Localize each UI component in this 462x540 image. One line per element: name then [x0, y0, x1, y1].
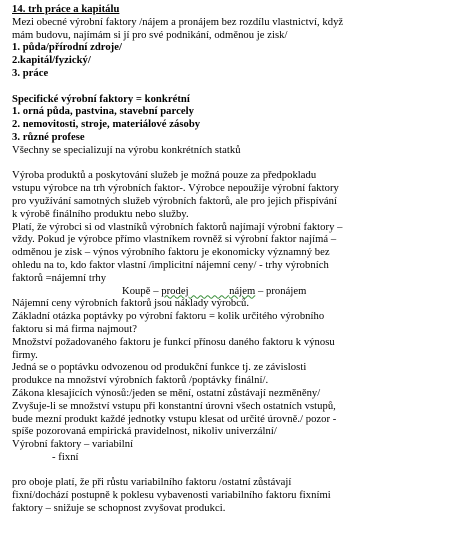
body-line: Jedná se o poptávku odvozenou od produkční funkce tj. ze závislosti [12, 362, 307, 374]
body-line: pro využívání samotných služeb výrobních faktorů, ale pro jejich přispívání [12, 195, 338, 207]
body-line: bude mezní produkt každé jednotky vstupu klesat od určité úrovně./ pozor - [12, 413, 337, 425]
pronajem-text: – pronájem [255, 285, 307, 297]
spacer [12, 158, 462, 171]
spacer [12, 465, 462, 478]
body-line: Zvyšuje-li se množství vstupu při konstantní úrovni všech ostatních vstupů, [12, 400, 336, 412]
spacer [12, 81, 462, 94]
body-line: Základní otázka poptávky po výrobní faktoru = kolik určitého výrobního [12, 311, 325, 323]
body-line: produkce na množství výrobních faktorů /poptávky finální/. [12, 375, 269, 387]
body-line: k výrobě finálního produktu nebo služby. [12, 208, 189, 220]
koupe-text: Koupě – [122, 285, 162, 297]
body-line: faktorů =nájemní trhy [12, 272, 107, 284]
body-line: firmy. [12, 349, 38, 361]
body-line: spíše pozorovaná empirická pravidelnost, nikoliv univerzální/ [12, 426, 277, 438]
specific-heading: Specifické výrobní faktory = konkrétní [12, 93, 190, 105]
final-line: fixní/dochází postupně k poklesu vybavenosti variabilního faktoru fixními [12, 490, 331, 502]
body-line: Platí, že výrobci si od vlastníků výrobních faktorů najímají výrobní faktory – [12, 221, 343, 233]
specific-factor-item: 3. různé profese [12, 131, 85, 143]
body-line: Výrobní faktory – variabilní [12, 439, 134, 451]
gap-text [189, 286, 229, 297]
general-factor-item: 1. půda/přírodní zdroje/ [12, 42, 123, 54]
intro-line: Mezi obecné výrobní faktory /nájem a pronájem bez rozdílu vlastnictví, když [12, 16, 344, 28]
final-line: faktory – snižuje se schopnost zvyšovat produkci. [12, 503, 226, 515]
general-factor-item: 3. práce [12, 67, 49, 79]
body-line: vždy. Pokud je výrobce přímo vlastníkem rovněž si výrobní faktor najímá – [12, 234, 337, 246]
koupe-line [12, 286, 462, 299]
body-line: Zákona klesajících výnosů:/jeden se mění, ostatní zůstávají nezměněny/ [12, 387, 321, 399]
intro-line: mám budovu, najímám si jí pro své podnikání, odměnou je zisk/ [12, 29, 288, 41]
body-line: Nájemní ceny výrobních faktorů jsou náklady výrobců. [12, 298, 250, 310]
document-title: 14. trh práce a kapitálu [12, 4, 120, 15]
prodej-text: prodej [161, 285, 189, 297]
body-line: odměnou je zisk – výnos výrobního faktoru je ekonomicky významný bez [12, 247, 330, 259]
body-line: faktoru si má firma najmout? [12, 323, 137, 335]
general-factor-item: 2.kapitál/fyzický/ [12, 55, 91, 67]
fixni-line: - fixní [52, 451, 79, 463]
specific-note: Všechny se specializují na výrobu konkrétních statků [12, 144, 241, 156]
body-line: Výroba produktů a poskytování služeb je možná pouze za předpokladu [12, 170, 317, 182]
final-line: pro oboje platí, že při růstu variabilního faktoru /ostatní zůstávají [12, 477, 292, 489]
body-line: vstupu výrobce na trh výrobních faktor-. Výrobce nepoužije výrobní faktory [12, 183, 339, 195]
specific-factor-item: 2. nemovitosti, stroje, materiálové zásoby [12, 119, 201, 131]
najem-text: nájem [229, 285, 256, 297]
specific-factor-item: 1. orná půda, pastvina, stavební parcely [12, 106, 194, 118]
body-line: Množství požadovaného faktoru je funkcí přínosu daného faktoru k výnosu [12, 336, 335, 348]
body-line: ohledu na to, kdo faktor vlastní /implicitní nájemní ceny/ - trhy výrobních [12, 259, 329, 271]
